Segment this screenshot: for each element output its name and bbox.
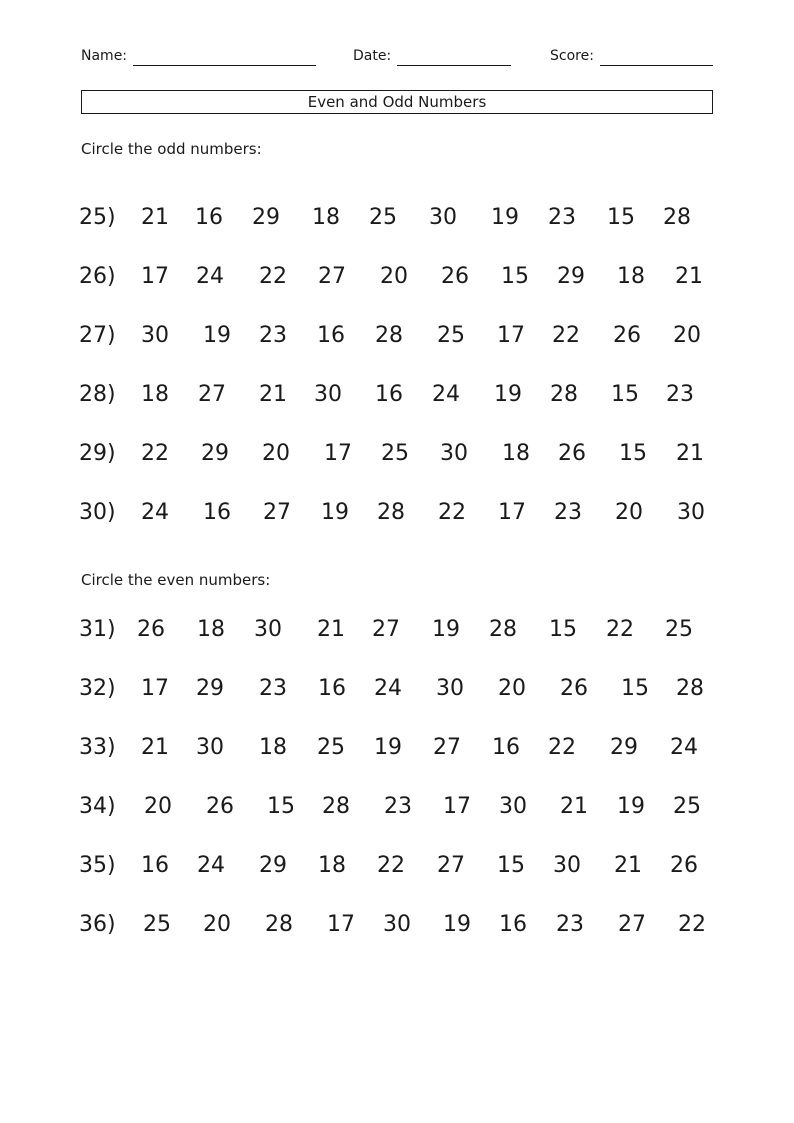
number-option[interactable]: 16 — [375, 382, 403, 407]
number-option[interactable]: 27 — [318, 264, 346, 289]
problem-row — [0, 498, 794, 528]
number-option[interactable]: 21 — [676, 441, 704, 466]
number-option[interactable]: 25 — [369, 205, 397, 230]
number-option[interactable]: 24 — [141, 500, 169, 525]
score-field — [550, 46, 713, 66]
number-option[interactable]: 16 — [203, 500, 231, 525]
problem-number: 36) — [79, 912, 116, 937]
number-option[interactable]: 19 — [494, 382, 522, 407]
number-option[interactable]: 22 — [259, 264, 287, 289]
number-option[interactable]: 25 — [317, 735, 345, 760]
number-option[interactable]: 16 — [317, 323, 345, 348]
problem-number: 26) — [79, 264, 116, 289]
number-option[interactable]: 22 — [552, 323, 580, 348]
number-option[interactable]: 27 — [437, 853, 465, 878]
number-option[interactable]: 29 — [557, 264, 585, 289]
number-option[interactable]: 29 — [610, 735, 638, 760]
number-option[interactable]: 17 — [327, 912, 355, 937]
number-option[interactable]: 28 — [265, 912, 293, 937]
number-option[interactable]: 20 — [615, 500, 643, 525]
number-option[interactable]: 28 — [663, 205, 691, 230]
number-option[interactable]: 21 — [614, 853, 642, 878]
problem-number: 31) — [79, 617, 116, 642]
number-option[interactable]: 30 — [677, 500, 705, 525]
date-blank-line[interactable] — [397, 50, 511, 66]
number-option[interactable]: 19 — [443, 912, 471, 937]
number-option[interactable]: 21 — [317, 617, 345, 642]
number-option[interactable]: 28 — [550, 382, 578, 407]
number-option[interactable]: 17 — [497, 323, 525, 348]
number-option[interactable]: 22 — [678, 912, 706, 937]
number-option[interactable]: 21 — [141, 205, 169, 230]
number-option[interactable]: 18 — [141, 382, 169, 407]
number-option[interactable]: 20 — [498, 676, 526, 701]
number-option[interactable]: 24 — [670, 735, 698, 760]
number-option[interactable]: 30 — [429, 205, 457, 230]
number-option[interactable]: 25 — [143, 912, 171, 937]
number-option[interactable]: 20 — [673, 323, 701, 348]
worksheet-title: Even and Odd Numbers — [81, 90, 713, 114]
number-option[interactable]: 26 — [206, 794, 234, 819]
number-option[interactable]: 22 — [548, 735, 576, 760]
problem-number: 25) — [79, 205, 116, 230]
number-option[interactable]: 27 — [263, 500, 291, 525]
number-option[interactable]: 16 — [141, 853, 169, 878]
problem-number: 29) — [79, 441, 116, 466]
number-option[interactable]: 17 — [443, 794, 471, 819]
problem-row — [0, 733, 794, 763]
number-option[interactable]: 29 — [196, 676, 224, 701]
worksheet-header — [81, 46, 714, 66]
number-option[interactable]: 29 — [259, 853, 287, 878]
score-blank-line[interactable] — [600, 50, 713, 66]
problem-number: 34) — [79, 794, 116, 819]
number-option[interactable]: 22 — [377, 853, 405, 878]
number-option[interactable]: 22 — [438, 500, 466, 525]
number-option[interactable]: 30 — [141, 323, 169, 348]
number-option[interactable]: 26 — [670, 853, 698, 878]
number-option[interactable]: 15 — [501, 264, 529, 289]
number-option[interactable]: 22 — [606, 617, 634, 642]
name-blank-line[interactable] — [133, 50, 316, 66]
problem-row — [0, 203, 794, 233]
number-option[interactable]: 29 — [252, 205, 280, 230]
number-option[interactable]: 15 — [611, 382, 639, 407]
number-option[interactable]: 29 — [201, 441, 229, 466]
number-option[interactable]: 24 — [374, 676, 402, 701]
number-option[interactable]: 17 — [141, 264, 169, 289]
problem-number: 33) — [79, 735, 116, 760]
number-option[interactable]: 16 — [499, 912, 527, 937]
problem-row — [0, 321, 794, 351]
number-option[interactable]: 25 — [381, 441, 409, 466]
number-option[interactable]: 26 — [613, 323, 641, 348]
name-label: Name: — [81, 48, 128, 64]
name-field — [81, 46, 316, 66]
number-option[interactable]: 15 — [621, 676, 649, 701]
problem-number: 30) — [79, 500, 116, 525]
number-option[interactable]: 20 — [144, 794, 172, 819]
number-option[interactable]: 23 — [259, 676, 287, 701]
date-label: Date: — [353, 48, 392, 64]
problem-row — [0, 380, 794, 410]
number-option[interactable]: 18 — [617, 264, 645, 289]
odd-instruction: Circle the odd numbers: — [81, 140, 262, 158]
number-option[interactable]: 15 — [497, 853, 525, 878]
number-option[interactable]: 30 — [499, 794, 527, 819]
number-option[interactable]: 27 — [433, 735, 461, 760]
number-option[interactable]: 21 — [141, 735, 169, 760]
number-option[interactable]: 23 — [259, 323, 287, 348]
number-option[interactable]: 15 — [607, 205, 635, 230]
number-option[interactable]: 30 — [440, 441, 468, 466]
number-option[interactable]: 26 — [137, 617, 165, 642]
number-option[interactable]: 19 — [321, 500, 349, 525]
number-option[interactable]: 26 — [560, 676, 588, 701]
problem-row — [0, 792, 794, 822]
problem-row — [0, 262, 794, 292]
number-option[interactable]: 26 — [558, 441, 586, 466]
problem-number: 32) — [79, 676, 116, 701]
number-option[interactable]: 30 — [196, 735, 224, 760]
number-option[interactable]: 15 — [267, 794, 295, 819]
number-option[interactable]: 16 — [195, 205, 223, 230]
problem-row — [0, 674, 794, 704]
number-option[interactable]: 18 — [502, 441, 530, 466]
number-option[interactable]: 18 — [318, 853, 346, 878]
number-option[interactable]: 23 — [548, 205, 576, 230]
problem-number: 35) — [79, 853, 116, 878]
number-option[interactable]: 20 — [380, 264, 408, 289]
number-option[interactable]: 24 — [196, 264, 224, 289]
number-option[interactable]: 21 — [259, 382, 287, 407]
problem-number: 27) — [79, 323, 116, 348]
number-option[interactable]: 19 — [432, 617, 460, 642]
number-option[interactable]: 24 — [432, 382, 460, 407]
number-option[interactable]: 24 — [197, 853, 225, 878]
number-option[interactable]: 17 — [498, 500, 526, 525]
number-option[interactable]: 15 — [619, 441, 647, 466]
number-option[interactable]: 16 — [318, 676, 346, 701]
number-option[interactable]: 28 — [322, 794, 350, 819]
number-option[interactable]: 21 — [560, 794, 588, 819]
number-option[interactable]: 20 — [203, 912, 231, 937]
number-option[interactable]: 19 — [374, 735, 402, 760]
problem-row — [0, 615, 794, 645]
number-option[interactable]: 26 — [441, 264, 469, 289]
problem-row — [0, 851, 794, 881]
number-option[interactable]: 25 — [437, 323, 465, 348]
problem-row — [0, 910, 794, 940]
number-option[interactable]: 17 — [324, 441, 352, 466]
even-instruction: Circle the even numbers: — [81, 571, 271, 589]
number-option[interactable]: 30 — [553, 853, 581, 878]
score-label: Score: — [550, 48, 594, 64]
number-option[interactable]: 16 — [492, 735, 520, 760]
number-option[interactable]: 15 — [549, 617, 577, 642]
number-option[interactable]: 30 — [436, 676, 464, 701]
number-option[interactable]: 23 — [554, 500, 582, 525]
number-option[interactable]: 27 — [372, 617, 400, 642]
number-option[interactable]: 18 — [312, 205, 340, 230]
problem-number: 28) — [79, 382, 116, 407]
number-option[interactable]: 22 — [141, 441, 169, 466]
number-option[interactable]: 30 — [314, 382, 342, 407]
date-field — [353, 46, 511, 66]
number-option[interactable]: 19 — [617, 794, 645, 819]
number-option[interactable]: 30 — [254, 617, 282, 642]
number-option[interactable]: 25 — [665, 617, 693, 642]
number-option[interactable]: 19 — [491, 205, 519, 230]
number-option[interactable]: 20 — [262, 441, 290, 466]
number-option[interactable]: 23 — [384, 794, 412, 819]
number-option[interactable]: 28 — [375, 323, 403, 348]
number-option[interactable]: 25 — [673, 794, 701, 819]
number-option[interactable]: 23 — [666, 382, 694, 407]
number-option[interactable]: 18 — [197, 617, 225, 642]
number-option[interactable]: 19 — [203, 323, 231, 348]
number-option[interactable]: 28 — [676, 676, 704, 701]
number-option[interactable]: 28 — [489, 617, 517, 642]
number-option[interactable]: 28 — [377, 500, 405, 525]
number-option[interactable]: 17 — [141, 676, 169, 701]
problem-row — [0, 439, 794, 469]
number-option[interactable]: 18 — [259, 735, 287, 760]
number-option[interactable]: 21 — [675, 264, 703, 289]
number-option[interactable]: 27 — [618, 912, 646, 937]
number-option[interactable]: 30 — [383, 912, 411, 937]
number-option[interactable]: 27 — [198, 382, 226, 407]
number-option[interactable]: 23 — [556, 912, 584, 937]
